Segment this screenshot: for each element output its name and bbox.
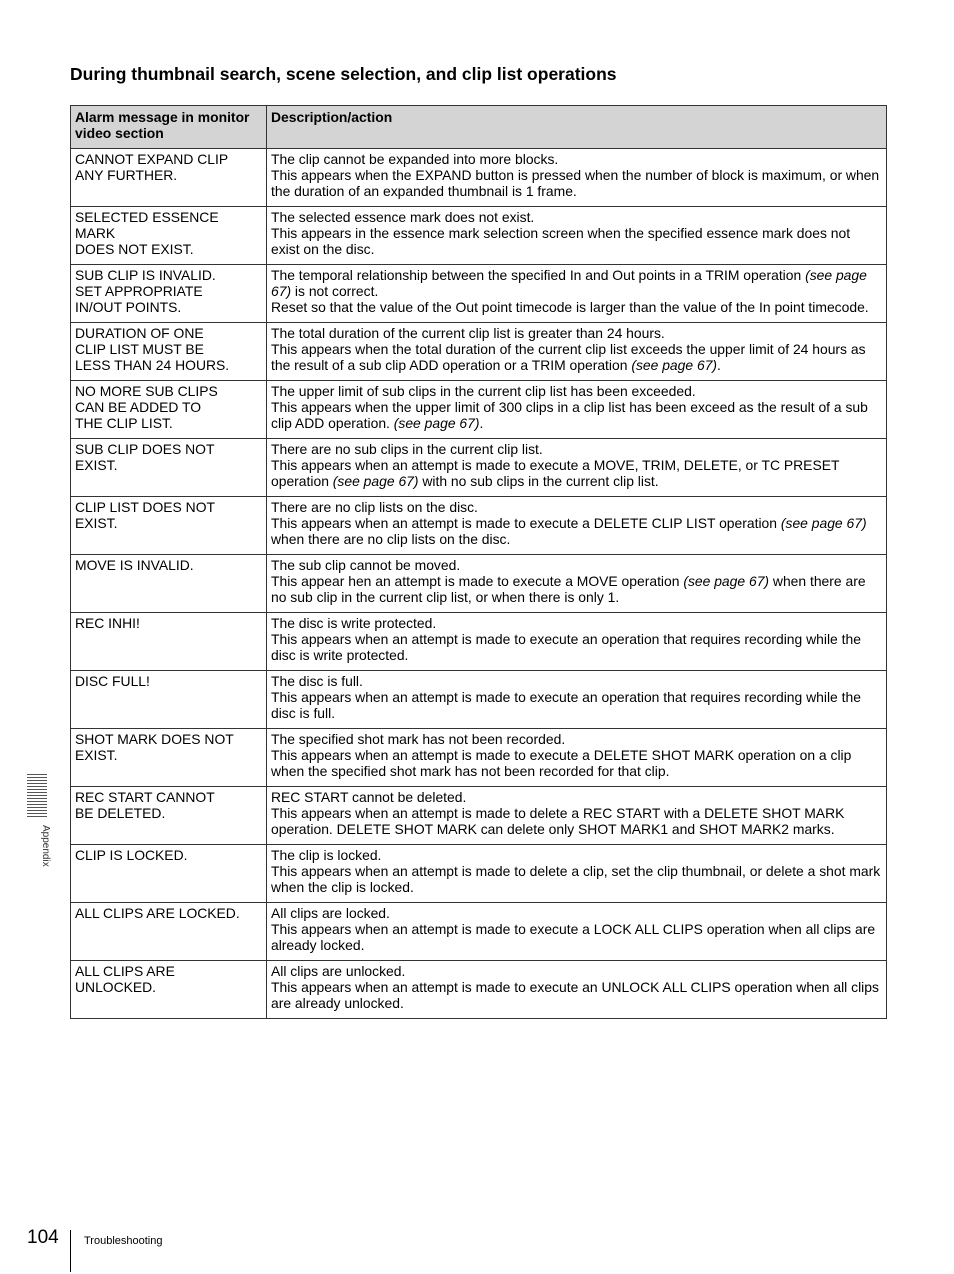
alarm-message-line: ALL CLIPS ARE LOCKED. bbox=[75, 905, 240, 921]
alarm-message-line: EXIST. bbox=[75, 747, 118, 763]
description-cell bbox=[267, 961, 887, 1019]
alarm-message-cell bbox=[71, 323, 267, 381]
description-text: The clip cannot be expanded into more blocks. bbox=[271, 151, 559, 167]
description-cell bbox=[267, 439, 887, 497]
description-cell bbox=[267, 671, 887, 729]
alarm-message-line: IN/OUT POINTS. bbox=[75, 299, 182, 315]
alarm-message-cell bbox=[71, 497, 267, 555]
page-number: 104 bbox=[27, 1227, 59, 1248]
table-row bbox=[71, 613, 887, 671]
alarm-message-line: REC INHI! bbox=[75, 615, 140, 631]
description-cell bbox=[267, 787, 887, 845]
description-line bbox=[271, 731, 882, 747]
alarm-message-line: LESS THAN 24 HOURS. bbox=[75, 357, 230, 373]
table-row bbox=[71, 149, 887, 207]
description-line bbox=[271, 383, 882, 399]
description-text: The clip is locked. bbox=[271, 847, 382, 863]
description-line bbox=[271, 151, 882, 167]
description-line bbox=[271, 225, 882, 257]
alarm-message-line: BE DELETED. bbox=[75, 805, 166, 821]
description-cell bbox=[267, 265, 887, 323]
description-cell bbox=[267, 903, 887, 961]
table-row bbox=[71, 207, 887, 265]
alarm-message-cell bbox=[71, 903, 267, 961]
description-text: The specified shot mark has not been recorded. bbox=[271, 731, 566, 747]
description-line bbox=[271, 299, 882, 315]
alarm-message-line: CLIP LIST MUST BE bbox=[75, 341, 204, 357]
alarm-message-line: SUB CLIP IS INVALID. bbox=[75, 267, 216, 283]
table-row bbox=[71, 671, 887, 729]
description-text: . bbox=[717, 357, 721, 373]
alarm-message-cell bbox=[71, 149, 267, 207]
alarm-message-cell bbox=[71, 613, 267, 671]
table-row bbox=[71, 381, 887, 439]
description-text: This appears when an attempt is made to execute an UNLOCK ALL CLIPS operation when all clips are already unlocked. bbox=[271, 979, 879, 1011]
alarm-message-cell bbox=[71, 265, 267, 323]
description-cell bbox=[267, 845, 887, 903]
table-row bbox=[71, 961, 887, 1019]
page-reference: (see page 67) bbox=[780, 515, 867, 531]
alarm-message-cell bbox=[71, 555, 267, 613]
description-line bbox=[271, 673, 882, 689]
description-line bbox=[271, 441, 882, 457]
alarm-message-line: DISC FULL! bbox=[75, 673, 150, 689]
description-cell bbox=[267, 497, 887, 555]
description-cell bbox=[267, 207, 887, 265]
description-text: REC START cannot be deleted. bbox=[271, 789, 467, 805]
description-text: There are no clip lists on the disc. bbox=[271, 499, 478, 515]
table-body bbox=[71, 149, 887, 1019]
alarm-message-line: DURATION OF ONE bbox=[75, 325, 204, 341]
description-line bbox=[271, 631, 882, 663]
alarm-message-cell bbox=[71, 729, 267, 787]
description-line bbox=[271, 341, 882, 373]
footer-section-title: Troubleshooting bbox=[84, 1235, 163, 1247]
alarm-message-line: REC START CANNOT bbox=[75, 789, 215, 805]
description-text: All clips are unlocked. bbox=[271, 963, 406, 979]
table-row bbox=[71, 497, 887, 555]
description-line bbox=[271, 557, 882, 573]
description-line bbox=[271, 847, 882, 863]
description-line bbox=[271, 515, 882, 547]
description-text: is not correct. bbox=[291, 283, 379, 299]
description-cell bbox=[267, 555, 887, 613]
alarm-message-line: ALL CLIPS ARE bbox=[75, 963, 175, 979]
description-text: This appears when an attempt is made to execute an operation that requires recording while the disc is write protected. bbox=[271, 631, 861, 663]
alarm-message-line: NO MORE SUB CLIPS bbox=[75, 383, 218, 399]
page-reference: (see page 67) bbox=[271, 267, 867, 299]
alarm-message-line: MOVE IS INVALID. bbox=[75, 557, 194, 573]
description-line bbox=[271, 747, 882, 779]
description-line bbox=[271, 167, 882, 199]
description-text: This appears when the upper limit of 300 clips in a clip list has been exceed as the result of a sub clip ADD operation. bbox=[271, 399, 868, 431]
description-text: This appears when an attempt is made to delete a clip, set the clip thumbnail, or delete a shot mark when the clip is locked. bbox=[271, 863, 881, 895]
description-text: The upper limit of sub clips in the current clip list has been exceeded. bbox=[271, 383, 696, 399]
table-row bbox=[71, 787, 887, 845]
description-text: This appears when an attempt is made to execute a MOVE, TRIM, DELETE, or TC PRESET operation bbox=[271, 457, 840, 489]
table-row bbox=[71, 903, 887, 961]
description-text: The temporal relationship between the specified In and Out points in a TRIM operation bbox=[271, 267, 806, 283]
table-header-row bbox=[71, 106, 887, 149]
alarm-message-line: CLIP IS LOCKED. bbox=[75, 847, 188, 863]
alarm-message-cell bbox=[71, 381, 267, 439]
page-reference: (see page 67) bbox=[631, 357, 718, 373]
description-text: with no sub clips in the current clip list. bbox=[418, 473, 659, 489]
alarm-message-line: EXIST. bbox=[75, 457, 118, 473]
alarm-message-cell bbox=[71, 961, 267, 1019]
description-text: The disc is full. bbox=[271, 673, 363, 689]
footer-divider bbox=[70, 1230, 71, 1272]
description-text: This appears when an attempt is made to execute a LOCK ALL CLIPS operation when all clips are already locked. bbox=[271, 921, 876, 953]
description-line bbox=[271, 805, 882, 837]
alarm-message-cell bbox=[71, 671, 267, 729]
page-reference: (see page 67) bbox=[393, 415, 480, 431]
appendix-side-label: Appendix bbox=[40, 825, 51, 867]
table-row bbox=[71, 845, 887, 903]
appendix-tab-marker bbox=[27, 774, 47, 818]
alarm-message-line: CANNOT EXPAND CLIP bbox=[75, 151, 229, 167]
alarm-message-line: THE CLIP LIST. bbox=[75, 415, 173, 431]
table-row bbox=[71, 439, 887, 497]
description-line bbox=[271, 325, 882, 341]
description-text: There are no sub clips in the current clip list. bbox=[271, 441, 543, 457]
section-heading: During thumbnail search, scene selection, and clip list operations bbox=[70, 64, 617, 84]
alarm-message-cell bbox=[71, 845, 267, 903]
description-line bbox=[271, 905, 882, 921]
description-cell bbox=[267, 149, 887, 207]
description-cell bbox=[267, 323, 887, 381]
description-text: All clips are locked. bbox=[271, 905, 390, 921]
column-header-description: Description/action bbox=[267, 106, 887, 149]
description-cell bbox=[267, 729, 887, 787]
description-cell bbox=[267, 381, 887, 439]
column-header-alarm-message: Alarm message in monitor video section bbox=[71, 106, 267, 149]
table-row bbox=[71, 323, 887, 381]
description-text: This appears when an attempt is made to execute a DELETE SHOT MARK operation on a clip when the specified shot mark has not been recorded for that clip. bbox=[271, 747, 852, 779]
description-line bbox=[271, 921, 882, 953]
page-reference: (see page 67) bbox=[332, 473, 419, 489]
page-reference: (see page 67) bbox=[683, 573, 770, 589]
description-text: This appears when an attempt is made to execute an operation that requires recording while the disc is full. bbox=[271, 689, 861, 721]
alarm-message-cell bbox=[71, 207, 267, 265]
description-text: This appears when an attempt is made to execute a DELETE CLIP LIST operation bbox=[271, 515, 781, 531]
alarm-message-line: SUB CLIP DOES NOT bbox=[75, 441, 215, 457]
table-row bbox=[71, 555, 887, 613]
description-text: when there are no sub clip in the current clip list, or when there is only 1. bbox=[271, 573, 866, 605]
table-row bbox=[71, 265, 887, 323]
alarm-message-table bbox=[70, 105, 887, 1019]
description-line bbox=[271, 399, 882, 431]
alarm-message-line: ANY FURTHER. bbox=[75, 167, 178, 183]
description-text: Reset so that the value of the Out point timecode is larger than the value of the In point timecode. bbox=[271, 299, 869, 315]
description-line bbox=[271, 209, 882, 225]
description-text: The disc is write protected. bbox=[271, 615, 437, 631]
description-line bbox=[271, 979, 882, 1011]
description-line bbox=[271, 789, 882, 805]
description-line bbox=[271, 499, 882, 515]
alarm-message-line: SET APPROPRIATE bbox=[75, 283, 203, 299]
alarm-message-line: EXIST. bbox=[75, 515, 118, 531]
alarm-message-line: MARK bbox=[75, 225, 116, 241]
alarm-message-line: CAN BE ADDED TO bbox=[75, 399, 202, 415]
description-text: This appears when an attempt is made to delete a REC START with a DELETE SHOT MARK operation. DELETE SHOT MARK can delete only SHOT MARK1 and SHOT MARK2 marks. bbox=[271, 805, 845, 837]
alarm-message-line: SHOT MARK DOES NOT bbox=[75, 731, 234, 747]
alarm-message-line: UNLOCKED. bbox=[75, 979, 157, 995]
description-text: This appears in the essence mark selection screen when the specified essence mark does not exist on the disc. bbox=[271, 225, 851, 257]
description-line bbox=[271, 963, 882, 979]
alarm-message-cell bbox=[71, 439, 267, 497]
alarm-message-line: DOES NOT EXIST. bbox=[75, 241, 194, 257]
description-text: The selected essence mark does not exist. bbox=[271, 209, 535, 225]
alarm-message-line: SELECTED ESSENCE bbox=[75, 209, 219, 225]
description-cell bbox=[267, 613, 887, 671]
description-text: The sub clip cannot be moved. bbox=[271, 557, 461, 573]
description-text: when there are no clip lists on the disc. bbox=[271, 531, 511, 547]
description-line bbox=[271, 689, 882, 721]
description-text: This appears when the EXPAND button is pressed when the number of block is maximum, or when the duration of an expanded thumbnail is 1 frame. bbox=[271, 167, 880, 199]
description-line bbox=[271, 863, 882, 895]
description-line bbox=[271, 573, 882, 605]
alarm-message-cell bbox=[71, 787, 267, 845]
description-text: . bbox=[479, 415, 484, 431]
description-text: This appear hen an attempt is made to execute a MOVE operation bbox=[271, 573, 684, 589]
description-text: The total duration of the current clip list is greater than 24 hours. bbox=[271, 325, 665, 341]
description-line bbox=[271, 267, 882, 299]
description-line bbox=[271, 457, 882, 489]
description-line bbox=[271, 615, 882, 631]
table-row bbox=[71, 729, 887, 787]
description-text: This appears when the total duration of the current clip list exceeds the upper limit of 24 hours as the result of a sub clip ADD operation or a TRIM operation bbox=[271, 341, 866, 373]
alarm-message-line: CLIP LIST DOES NOT bbox=[75, 499, 215, 515]
